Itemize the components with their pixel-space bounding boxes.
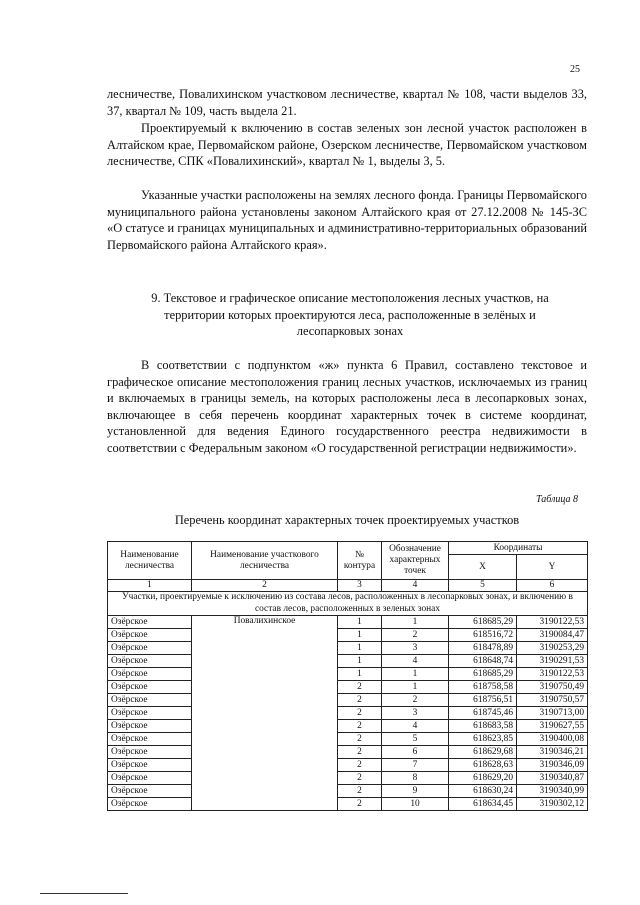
table-title: Перечень координат характерных точек проектируемых участков — [174, 513, 520, 527]
cell-y: 3190400,08 — [517, 733, 588, 746]
cell-point: 3 — [382, 642, 449, 655]
table-row — [108, 668, 588, 681]
cell-contour: 2 — [338, 720, 382, 733]
cell-forestry: Озёрское — [108, 707, 192, 720]
table-row — [108, 746, 588, 759]
cell-y: 3190340,87 — [517, 772, 588, 785]
column-number: 2 — [192, 580, 338, 592]
section-row-label: Участки, проектируемые к исключению из состава лесов, расположенных в лесопарковых зонах, и включению в состав лесов, расположенных в зеленых зонах — [108, 592, 588, 616]
cell-y: 3190713,00 — [517, 707, 588, 720]
cell-y: 3190627,55 — [517, 720, 588, 733]
cell-x: 618745,46 — [449, 707, 517, 720]
cell-y: 3190291,53 — [517, 655, 588, 668]
cell-x: 618629,68 — [449, 746, 517, 759]
table-row — [108, 798, 588, 811]
cell-forestry: Озёрское — [108, 720, 192, 733]
column-number: 3 — [338, 580, 382, 592]
table-row — [108, 655, 588, 668]
cell-contour: 2 — [338, 707, 382, 720]
column-number-row — [108, 580, 588, 592]
column-number: 5 — [449, 580, 517, 592]
column-number: 1 — [108, 580, 192, 592]
cell-point: 4 — [382, 655, 449, 668]
cell-point: 3 — [382, 707, 449, 720]
table-row — [108, 733, 588, 746]
coordinates-table — [107, 541, 588, 811]
cell-contour: 2 — [338, 772, 382, 785]
cell-forestry: Озёрское — [108, 759, 192, 772]
cell-contour: 2 — [338, 733, 382, 746]
cell-contour: 2 — [338, 694, 382, 707]
table-row — [108, 707, 588, 720]
cell-x: 618648,74 — [449, 655, 517, 668]
header-district-forestry: Наименование участкового лесничества — [192, 542, 338, 580]
cell-contour: 1 — [338, 629, 382, 642]
cell-point: 10 — [382, 798, 449, 811]
cell-x: 618478,89 — [449, 642, 517, 655]
section-heading: 9. Текстовое и графическое описание местоположения лесных участков, на территории которых проектируются леса, расположенные в зелёных и лесопарковых зонах — [151, 291, 549, 339]
column-number: 4 — [382, 580, 449, 592]
cell-district-forestry: Повалихинское — [192, 616, 338, 811]
cell-x: 618516,72 — [449, 629, 517, 642]
header-point: Обозначение характерных точек — [382, 542, 449, 580]
table-row — [108, 642, 588, 655]
table-row — [108, 681, 588, 694]
paragraph-2: Проектируемый к включению в состав зеленых зон лесной участок расположен в Алтайском крае, Первомайском районе, Озерском лесничестве, Первомайском участковом лесничестве, СПК «Повалихинский», квартал № 1, выделы 3, 5. — [107, 121, 587, 169]
cell-contour: 2 — [338, 798, 382, 811]
cell-x: 618630,24 — [449, 785, 517, 798]
cell-x: 618685,29 — [449, 668, 517, 681]
cell-x: 618756,51 — [449, 694, 517, 707]
cell-y: 3190346,09 — [517, 759, 588, 772]
cell-forestry: Озёрское — [108, 798, 192, 811]
cell-y: 3190750,49 — [517, 681, 588, 694]
table-row — [108, 694, 588, 707]
cell-contour: 1 — [338, 668, 382, 681]
header-x: X — [449, 555, 517, 580]
cell-point: 1 — [382, 681, 449, 694]
cell-point: 8 — [382, 772, 449, 785]
cell-forestry: Озёрское — [108, 629, 192, 642]
cell-point: 2 — [382, 694, 449, 707]
header-contour: № контура — [338, 542, 382, 580]
cell-contour: 1 — [338, 655, 382, 668]
cell-forestry: Озёрское — [108, 655, 192, 668]
cell-contour: 2 — [338, 759, 382, 772]
cell-point: 5 — [382, 733, 449, 746]
table-row — [108, 720, 588, 733]
cell-point: 2 — [382, 629, 449, 642]
footnote-divider — [40, 893, 128, 894]
header-y: Y — [517, 555, 588, 580]
cell-y: 3190084,47 — [517, 629, 588, 642]
cell-point: 1 — [382, 668, 449, 681]
cell-forestry: Озёрское — [108, 746, 192, 759]
cell-y: 3190122,53 — [517, 668, 588, 681]
cell-x: 618758,58 — [449, 681, 517, 694]
cell-forestry: Озёрское — [108, 642, 192, 655]
cell-y: 3190340,99 — [517, 785, 588, 798]
cell-x: 618634,45 — [449, 798, 517, 811]
cell-contour: 1 — [338, 642, 382, 655]
cell-point: 9 — [382, 785, 449, 798]
cell-x: 618628,63 — [449, 759, 517, 772]
cell-forestry: Озёрское — [108, 785, 192, 798]
cell-y: 3190122,53 — [517, 616, 588, 629]
paragraph-1: лесничестве, Повалихинском участковом лесничестве, квартал № 108, части выделов 33, 37, квартал № 109, часть выдела 21. — [107, 87, 587, 118]
table-header-row — [108, 542, 588, 555]
table-row — [108, 772, 588, 785]
cell-forestry: Озёрское — [108, 733, 192, 746]
cell-x: 618629,20 — [449, 772, 517, 785]
cell-contour: 2 — [338, 746, 382, 759]
cell-forestry: Озёрское — [108, 616, 192, 629]
cell-point: 6 — [382, 746, 449, 759]
cell-x: 618683,58 — [449, 720, 517, 733]
page-number: 25 — [570, 64, 580, 75]
table-row — [108, 759, 588, 772]
cell-y: 3190302,12 — [517, 798, 588, 811]
cell-point: 7 — [382, 759, 449, 772]
cell-y: 3190346,21 — [517, 746, 588, 759]
header-forestry: Наименование лесничества — [108, 542, 192, 580]
cell-x: 618685,29 — [449, 616, 517, 629]
cell-contour: 2 — [338, 681, 382, 694]
cell-forestry: Озёрское — [108, 694, 192, 707]
cell-y: 3190750,57 — [517, 694, 588, 707]
cell-point: 1 — [382, 616, 449, 629]
table-row — [108, 785, 588, 798]
cell-forestry: Озёрское — [108, 681, 192, 694]
section-row — [108, 592, 588, 616]
cell-contour: 1 — [338, 616, 382, 629]
cell-point: 4 — [382, 720, 449, 733]
paragraph-4: В соответствии с подпунктом «ж» пункта 6 Правил, составлено текстовое и графическое описание местоположения границ лесных участков, исключаемых из границ и включаемых в границы земель, на которых расположены леса в лесопарковых зонах, включающее в себя перечень координат характерных точек в системе координат, установленной для ведения Единого государственного реестра недвижимости в соответствии с Федеральным законом «О государственной регистрации недвижимости». — [107, 358, 587, 455]
table-row — [108, 616, 588, 629]
cell-x: 618623,85 — [449, 733, 517, 746]
cell-contour: 2 — [338, 785, 382, 798]
cell-y: 3190253,29 — [517, 642, 588, 655]
cell-forestry: Озёрское — [108, 668, 192, 681]
table-row — [108, 629, 588, 642]
cell-forestry: Озёрское — [108, 772, 192, 785]
header-coords: Координаты — [449, 542, 588, 555]
column-number: 6 — [517, 580, 588, 592]
table-label: Таблица 8 — [536, 494, 578, 505]
paragraph-3: Указанные участки расположены на землях лесного фонда. Границы Первомайского муниципального района установлены законом Алтайского края от 27.12.2008 № 145-ЗС «О статусе и границах муниципальных и административно-территориальных образований Первомайского района Алтайского края». — [107, 188, 587, 252]
